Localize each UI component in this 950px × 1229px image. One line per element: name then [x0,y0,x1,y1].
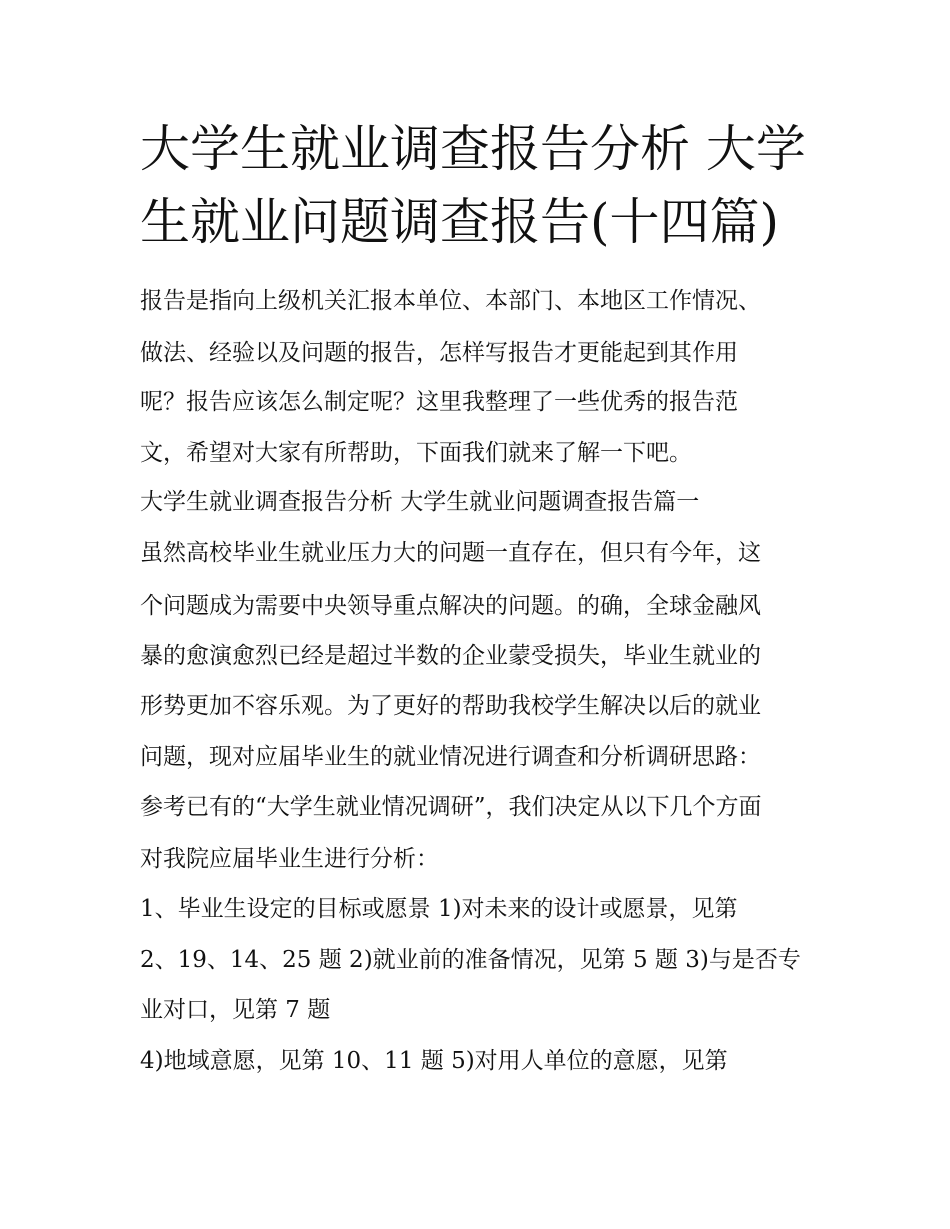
intro-line-3: 呢？报告应该怎么制定呢？这里我整理了一些优秀的报告范 [140,389,738,415]
intro-line-2: 做法、经验以及问题的报告，怎样写报告才更能起到其作用 [140,340,738,366]
body-line-1: 虽然高校毕业生就业压力大的问题一直存在，但只有今年，这 [140,540,761,566]
intro-line-1: 报告是指向上级机关汇报本单位、本部门、本地区工作情况、 [140,288,761,314]
body-line-2: 个问题成为需要中央领导重点解决的问题。的确，全球金融风 [140,593,761,619]
body-line-10: 业对口，见第 7 题 [140,997,331,1023]
body-line-5: 问题，现对应届毕业生的就业情况进行调查和分析调研思路： [140,744,761,770]
body-line-8: 1、毕业生设定的目标或愿景 1)对未来的设计或愿景，见第 [140,896,738,922]
body-line-11: 4)地域意愿，见第 10、11 题 5)对用人单位的意愿，见第 [140,1048,728,1074]
body-line-3: 暴的愈演愈烈已经是超过半数的企业蒙受损失，毕业生就业的 [140,643,761,669]
document-title [140,113,820,259]
body-line-6: 参考已有的“大学生就业情况调研”，我们决定从以下几个方面 [140,794,762,820]
body-line-7: 对我院应届毕业生进行分析： [140,846,439,872]
intro-line-4: 文，希望对大家有所帮助，下面我们就来了解一下吧。 [140,440,692,466]
section-heading: 大学生就业调查报告分析 大学生就业问题调查报告篇一 [140,489,700,515]
body-line-4: 形势更加不容乐观。为了更好的帮助我校学生解决以后的就业 [140,693,761,719]
title-line-1: 大学生就业调查报告分析 大学 [140,120,806,178]
title-line-2: 生就业问题调查报告(十四篇) [140,193,780,251]
body-line-9: 2、19、14、25 题 2)就业前的准备情况，见第 5 题 3)与是否专 [140,947,801,973]
